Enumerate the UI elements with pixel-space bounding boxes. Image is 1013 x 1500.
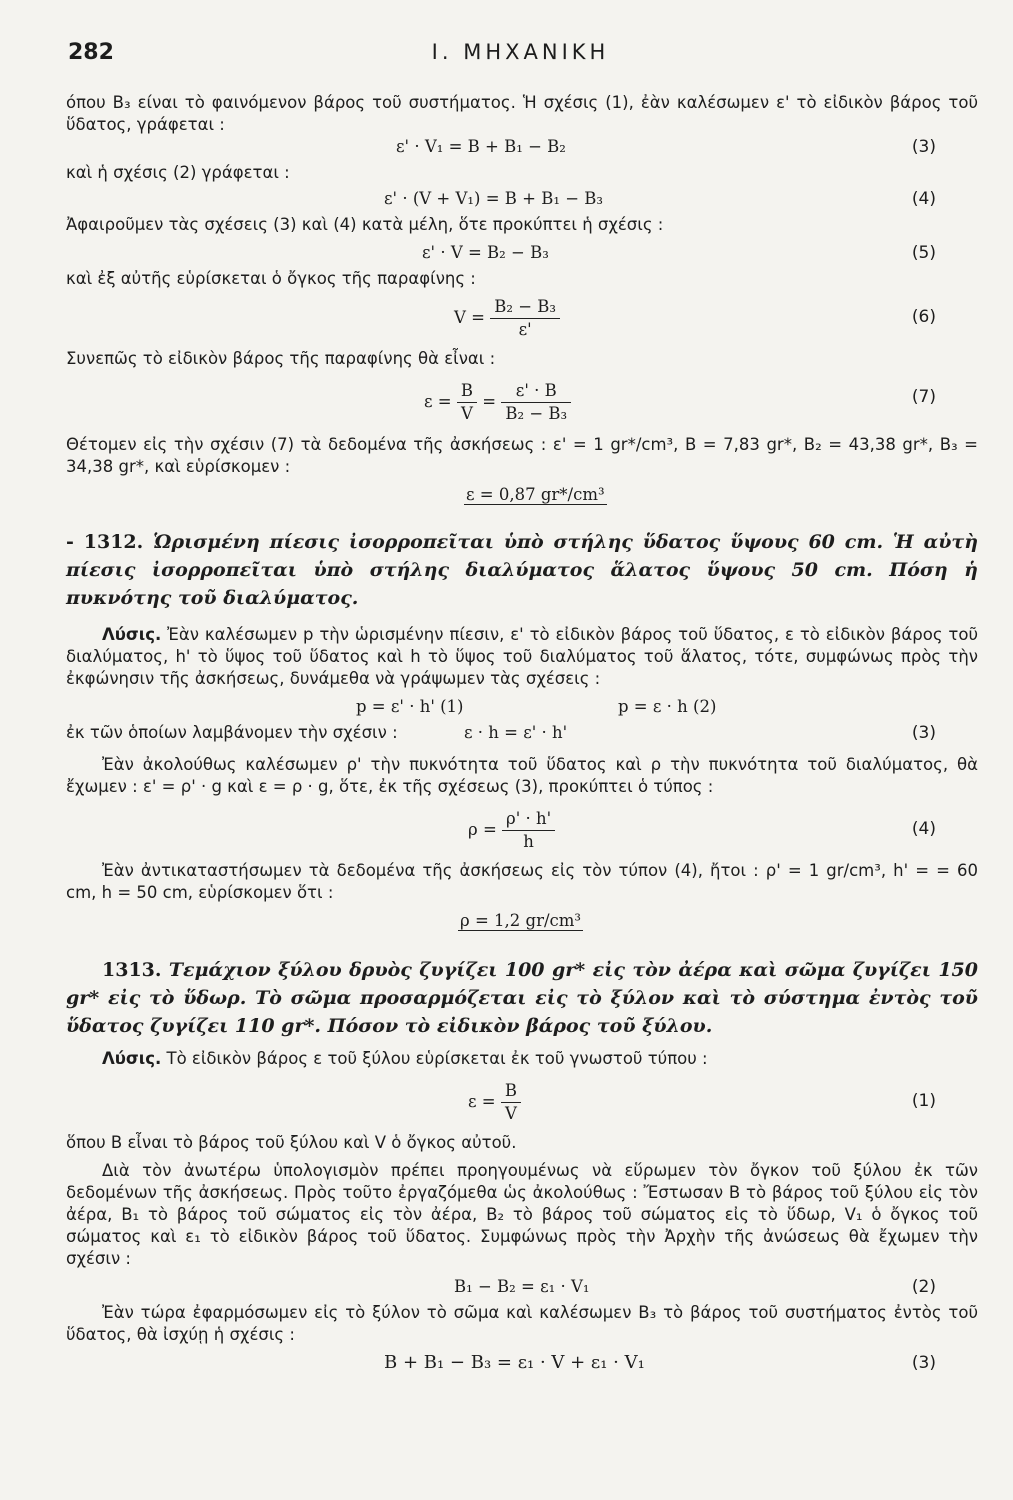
solution-text: Ἐὰν καλέσωμεν p τὴν ὡρισμένην πίεσιν, ε' τὸ εἰδικὸν βάρος τοῦ ὕδατος, ε τὸ εἰδικὸν βάρος τοῦ διαλύματος, h' τὸ ὕψος τοῦ ὕδατος καὶ h τὸ ὕψος τοῦ διαλύματος τοῦ ἅλατος, τότε, συμφώνως πρὸς τὴν ἐκφώνησιν τῆς ἀσκήσεως, δυνάμεθα νὰ γράψωμεν τὰς σχέσεις : [66, 625, 979, 688]
denominator: h [523, 832, 534, 851]
problem-number: - 1312. [66, 531, 144, 553]
equation-row [66, 1070, 978, 1132]
numerator: B₂ − B₃ [490, 296, 560, 319]
equation-number: (3) [911, 137, 936, 157]
running-title: I. ΜΗΧΑΝΙΚΗ [431, 40, 610, 64]
fraction [457, 380, 477, 425]
numerator: ρ' · h' [502, 808, 555, 831]
equation-lhs: ε = [468, 1092, 496, 1111]
equation: ε' · V₁ = B + B₁ − B₂ [396, 137, 566, 156]
equation: ε' · (V + V₁) = B + B₁ − B₃ [384, 189, 604, 208]
equation-row [66, 136, 978, 162]
problem-text: Τεμάχιον ξύλου δρυὸς ζυγίζει 100 gr* εἰς τὸν ἀέρα καὶ σῶμα ζυγίζει 150 gr* εἰς τὸ ὕδωρ. Τὸ σῶμα προσαρμόζεται εἰς τὸ ξύλον καὶ τὸ σύστημα ἐντὸς τοῦ ὕδατος ζυγίζει 110 gr*. Πόσον τὸ εἰδικὸν βάρος τοῦ ξύλου. [66, 959, 978, 1037]
equation [454, 296, 560, 341]
result-value: ε = 0,87 gr*/cm³ [466, 485, 605, 504]
paragraph: Θέτομεν εἰς τὴν σχέσιν (7) τὰ δεδομένα τῆς ἀσκήσεως : ε' = 1 gr*/cm³, B = 7,83 gr*, B₂ = 43,38 gr*, B₃ = 34,38 gr*, καὶ εὑρίσκομεν : [66, 435, 978, 476]
equation-number: (6) [911, 307, 936, 327]
numerator: ε' · B [501, 380, 571, 403]
equation-lhs: ε = [424, 392, 452, 411]
fraction [502, 808, 555, 853]
paragraph: Ἀφαιροῦμεν τὰς σχέσεις (3) καὶ (4) κατὰ μέλη, ὅτε προκύπτει ἡ σχέσις : [66, 215, 664, 234]
result-equation [458, 910, 583, 932]
equation-row [66, 370, 978, 434]
equation-number: (4) [911, 819, 936, 839]
equation: ε' · V = B₂ − B₃ [422, 243, 549, 262]
paragraph: Ἐὰν ἀντικαταστήσωμεν τὰ δεδομένα τῆς ἀσκήσεως εἰς τὸν τύπον (4), ἤτοι : ρ' = 1 gr/cm³, h' = = 60 cm, h = 50 cm, εὑρίσκομεν ὅτι : [66, 861, 978, 902]
equation [468, 1080, 521, 1125]
numerator: B [457, 380, 477, 403]
fraction [501, 1080, 521, 1125]
fraction [501, 380, 571, 425]
equation-row [66, 290, 978, 348]
equation-row [66, 904, 978, 944]
problem-statement [66, 528, 978, 612]
equation-row [66, 690, 978, 722]
solution-text: Τὸ εἰδικὸν βάρος ε τοῦ ξύλου εὑρίσκεται ἐκ τοῦ γνωστοῦ τύπου : [166, 1049, 708, 1068]
problem-text: Ὡρισμένη πίεσις ἰσορροπεῖται ὑπὸ στήλης ὕδατος ὕψους 60 cm. Ἡ αὐτὴ πίεσις ἰσορροπεῖται ὑπὸ στήλης διαλύματος ἅλατος ὕψους 50 cm. Πόση ἡ πυκνότης τοῦ διαλύματος. [66, 531, 979, 609]
denominator: B₂ − B₃ [505, 404, 568, 423]
solution-label: Λύσις. [102, 1049, 162, 1068]
equation-number: (4) [911, 189, 936, 209]
denominator: ε' [518, 320, 532, 339]
fraction [490, 296, 560, 341]
paragraph: όπου B₃ είναι τὸ φαινόμενον βάρος τοῦ συστήματος. Ἡ σχέσις (1), ἐὰν καλέσωμεν ε' τὸ εἰδικὸν βάρος τοῦ ὕδατος, γράφεται : [66, 93, 978, 134]
problem-statement [66, 956, 978, 1040]
equation: ε · h = ε' · h' [464, 723, 568, 742]
numerator: B [501, 1080, 521, 1103]
page-header [68, 40, 973, 70]
equation [468, 808, 555, 853]
equation: B + B₁ − B₃ = ε₁ · V + ε₁ · V₁ [384, 1352, 645, 1373]
equation: p = ε' · h' (1) [356, 697, 464, 716]
paragraph: καὶ ἡ σχέσις (2) γράφεται : [66, 163, 290, 182]
paragraph: ἐκ τῶν ὁποίων λαμβάνομεν τὴν σχέσιν : [66, 723, 398, 742]
equation: B₁ − B₂ = ε₁ · V₁ [454, 1277, 590, 1296]
equation-row [66, 798, 978, 860]
paragraph: Διὰ τὸν ἀνωτέρω ὑπολογισμὸν πρέπει προηγουμένως νὰ εὕρωμεν τὸν ὄγκον τοῦ ξύλου ἐκ τῶν δεδομένων τῆς ἀσκήσεως. Πρὸς τοῦτο ἐργαζόμεθα ὡς ἀκολούθως : Ἔστωσαν B τὸ βάρος τοῦ ξύλου εἰς τὸν ἀέρα, B₁ τὸ βάρος τοῦ σώματος εἰς τὸν ἀέρα, B₂ τὸ βάρος τοῦ σώματος εἰς τὸ ὕδωρ, V₁ ὁ ὄγκος τοῦ σώματος καὶ ε₁ τὸ εἰδικὸν βάρος τοῦ ὕδατος. Συμφώνως πρὸς τὴν Ἀρχὴν τῆς ἀνώσεως θὰ ἔχωμεν τὴν σχέσιν : [66, 1161, 978, 1268]
paragraph [66, 1048, 978, 1070]
equation-number: (5) [911, 243, 936, 263]
page-number: 282 [68, 40, 114, 65]
paragraph: Ἐὰν ἀκολούθως καλέσωμεν ρ' τὴν πυκνότητα τοῦ ὕδατος καὶ ρ τὴν πυκνότητα τοῦ διαλύματος, θὰ ἔχωμεν : ε' = ρ' · g καὶ ε = ρ · g, ὅτε, ἐκ τῆς σχέσεως (3), προκύπτει ὁ τύπος : [66, 755, 978, 796]
equation-number: (3) [911, 1353, 936, 1373]
denominator: V [504, 1104, 517, 1123]
paragraph: ὅπου B εἶναι τὸ βάρος τοῦ ξύλου καὶ V ὁ ὄγκος αὐτοῦ. [66, 1133, 517, 1152]
equation-row [66, 236, 978, 268]
equation-number: (1) [911, 1091, 936, 1111]
equation [424, 380, 571, 425]
result-equation [464, 484, 607, 506]
page-body [66, 92, 978, 1378]
solution-label: Λύσις. [102, 625, 162, 644]
equation-lhs: V = [454, 308, 485, 327]
equals-sign: = [482, 392, 497, 411]
equation-row [66, 478, 978, 518]
equation-row [66, 1270, 978, 1302]
equation-row [66, 1346, 978, 1378]
equation-row [66, 722, 978, 748]
paragraph: καὶ ἐξ αὐτῆς εὑρίσκεται ὁ ὄγκος τῆς παραφίνης : [66, 269, 476, 288]
paragraph: Συνεπῶς τὸ εἰδικὸν βάρος τῆς παραφίνης θὰ εἶναι : [66, 349, 496, 368]
denominator: V [460, 404, 473, 423]
equation-number: (2) [911, 1277, 936, 1297]
equation-number: (3) [911, 723, 936, 743]
paragraph: Ἐὰν τώρα ἐφαρμόσωμεν εἰς τὸ ξύλον τὸ σῶμα καὶ καλέσωμεν B₃ τὸ βάρος τοῦ συστήματος ἐντὸς τοῦ ὕδατος, θὰ ἰσχύῃ ἡ σχέσις : [66, 1303, 978, 1344]
equation-number: (7) [911, 387, 936, 407]
paragraph [66, 624, 978, 690]
equation: p = ε · h (2) [618, 697, 717, 716]
problem-number: 1313. [102, 959, 162, 981]
result-value: ρ = 1,2 gr/cm³ [460, 911, 582, 930]
equation-lhs: ρ = [468, 820, 497, 839]
equation-row [66, 184, 978, 214]
